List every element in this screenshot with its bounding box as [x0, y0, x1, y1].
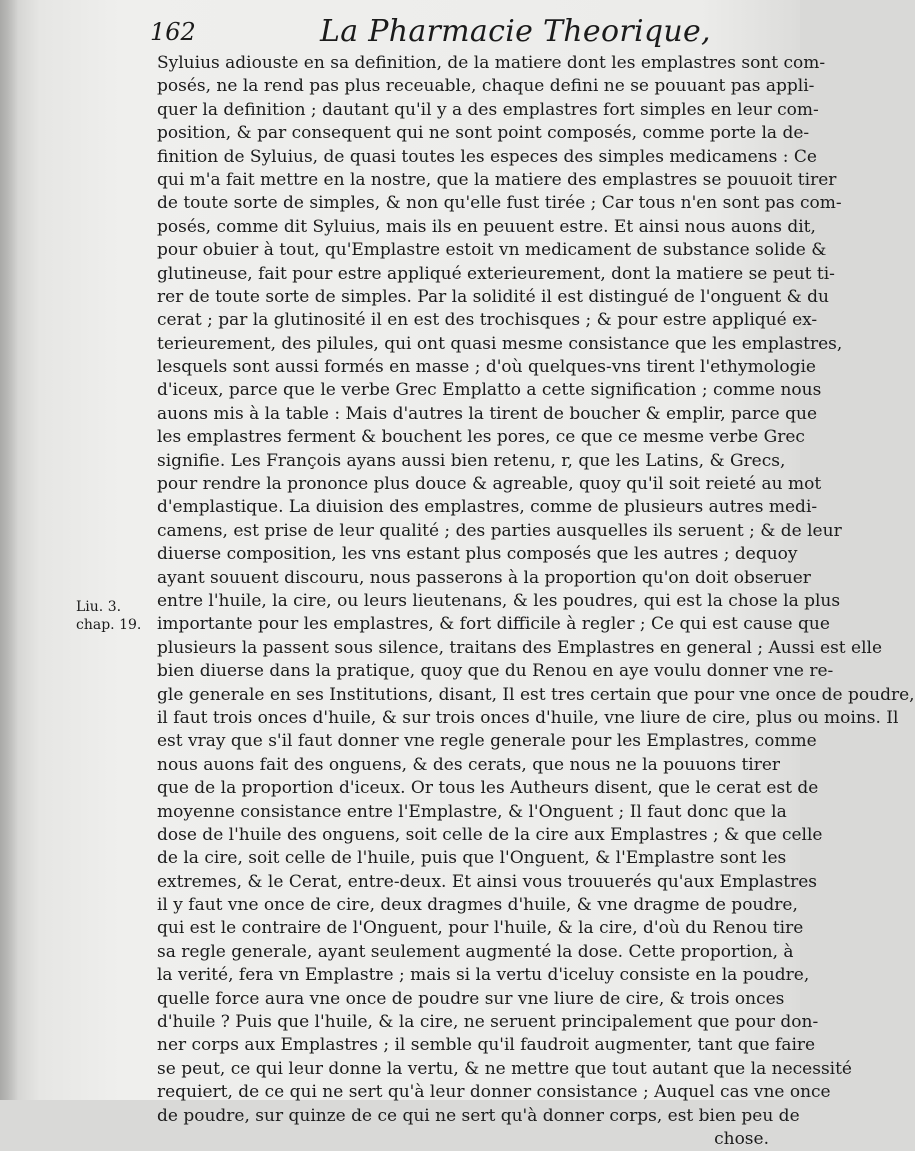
- page-gutter-shadow: [0, 0, 18, 1100]
- page-number: 162: [150, 18, 196, 46]
- text-line: quer la definition ; dautant qu'il y a des emplastres fort simples en leur com-: [157, 99, 819, 120]
- body-text: [157, 52, 915, 1151]
- text-line: rer de toute sorte de simples. Par la solidité il est distingué de l'onguent & du: [157, 286, 829, 307]
- text-line: ner corps aux Emplastres ; il semble qu'il faudroit augmenter, tant que faire: [157, 1035, 816, 1056]
- text-line: requiert, de ce qui ne sert qu'à leur donner consistance ; Auquel cas vne once: [157, 1082, 831, 1103]
- marginal-reference-chapter: chap. 19.: [76, 617, 142, 633]
- text-line: quelle force aura vne once de poudre sur vne liure de cire, & trois onces: [157, 988, 785, 1009]
- text-line: pour obuier à tout, qu'Emplastre estoit vn medicament de substance solide &: [157, 240, 827, 261]
- text-line: pour rendre la prononce plus douce & agreable, quoy qu'il soit reieté au mot: [157, 474, 822, 495]
- text-line: auons mis à la table : Mais d'autres la tirent de boucher & emplir, parce que: [157, 403, 818, 424]
- text-line: est vray que s'il faut donner vne regle generale pour les Emplastres, comme: [157, 731, 817, 752]
- text-line: de la cire, soit celle de l'huile, puis que l'Onguent, & l'Emplastre sont les: [157, 848, 787, 869]
- page-header: [150, 12, 711, 49]
- text-line: entre l'huile, la cire, ou leurs lieutenans, & les poudres, qui est la chose la plus: [157, 590, 841, 611]
- text-line: la verité, fera vn Emplastre ; mais si la vertu d'iceluy consiste en la poudre,: [157, 965, 810, 986]
- running-title: La Pharmacie Theorique,: [320, 14, 711, 49]
- text-line: glutineuse, fait pour estre appliqué exterieurement, dont la matiere se peut ti-: [157, 263, 835, 284]
- text-line: moyenne consistance entre l'Emplastre, & l'Onguent ; Il faut donc que la: [157, 801, 787, 822]
- text-line: lesquels sont aussi formés en masse ; d'où quelques-vns tirent l'ethymologie: [157, 357, 816, 378]
- text-line: camens, est prise de leur qualité ; des parties ausquelles ils seruent ; & de leur: [157, 520, 842, 541]
- text-line: il y faut vne once de cire, deux dragmes d'huile, & vne dragme de poudre,: [157, 895, 798, 916]
- text-line: qui est le contraire de l'Onguent, pour l'huile, & la cire, d'où du Renou tire: [157, 918, 804, 939]
- text-line: cerat ; par la glutinosité il en est des trochisques ; & pour estre appliqué ex-: [157, 310, 818, 331]
- text-line: qui m'a fait mettre en la nostre, que la matiere des emplastres se pouuoit tirer: [157, 169, 837, 190]
- text-line: dose de l'huile des onguens, soit celle de la cire aux Emplastres ; & que celle: [157, 824, 823, 845]
- text-line: importante pour les emplastres, & fort difficile à regler ; Ce qui est cause que: [157, 614, 830, 635]
- text-line: de toute sorte de simples, & non qu'elle fust tirée ; Car tous n'en sont pas com-: [157, 193, 842, 214]
- text-line: signifie. Les François ayans aussi bien retenu, r, que les Latins, & Grecs,: [157, 450, 786, 471]
- text-line: d'huile ? Puis que l'huile, & la cire, ne seruent principalement que pour don-: [157, 1012, 819, 1033]
- text-line: Syluius adiouste en sa definition, de la matiere dont les emplastres sont com-: [157, 53, 826, 73]
- marginal-reference: [76, 598, 146, 634]
- text-line: gle generale en ses Institutions, disant, Il est tres certain que pour vne once de poudre,: [157, 684, 915, 705]
- text-line: posés, ne la rend pas plus receuable, chaque defini ne se pouuant pas appli-: [157, 76, 815, 97]
- text-line: d'emplastique. La diuision des emplastres, comme de plusieurs autres medi-: [157, 497, 818, 518]
- text-line: nous auons fait des onguens, & des cerats, que nous ne la pouuons tirer: [157, 754, 781, 775]
- text-line: de poudre, sur quinze de ce qui ne sert qu'à donner corps, est bien peu de: [157, 1105, 800, 1126]
- text-line: terieurement, des pilules, qui ont quasi mesme consistance que les emplastres,: [157, 333, 843, 354]
- marginal-reference-book: Liu. 3.: [76, 599, 122, 615]
- text-line: il faut trois onces d'huile, & sur trois onces d'huile, vne liure de cire, plus ou moins. Il: [157, 707, 899, 728]
- text-line: les emplastres ferment & bouchent les pores, ce que ce mesme verbe Grec: [157, 427, 805, 448]
- text-line: plusieurs la passent sous silence, traitans des Emplastres en general ; Aussi est elle: [157, 637, 883, 658]
- text-line: position, & par consequent qui ne sont point composés, comme porte la de-: [157, 123, 810, 144]
- text-line: chose.: [714, 1128, 769, 1149]
- text-line: posés, comme dit Syluius, mais ils en peuuent estre. Et ainsi nous auons dit,: [157, 216, 816, 237]
- text-line: ayant souuent discouru, nous passerons à la proportion qu'on doit obseruer: [157, 567, 811, 588]
- text-line: sa regle generale, ayant seulement augmenté la dose. Cette proportion, à: [157, 941, 794, 962]
- text-line: bien diuerse dans la pratique, quoy que du Renou en aye voulu donner vne re-: [157, 661, 834, 682]
- text-line: que de la proportion d'iceux. Or tous les Autheurs disent, que le cerat est de: [157, 778, 819, 799]
- text-line: extremes, & le Cerat, entre-deux. Et ainsi vous trouuerés qu'aux Emplastres: [157, 871, 817, 892]
- text-line: diuerse composition, les vns estant plus composés que les autres ; dequoy: [157, 544, 798, 565]
- text-line: se peut, ce qui leur donne la vertu, & ne mettre que tout autant que la necessité: [157, 1058, 852, 1079]
- text-line: finition de Syluius, de quasi toutes les especes des simples medicamens : Ce: [157, 146, 817, 167]
- text-line: d'iceux, parce que le verbe Grec Emplatto a cette signification ; comme nous: [157, 380, 822, 401]
